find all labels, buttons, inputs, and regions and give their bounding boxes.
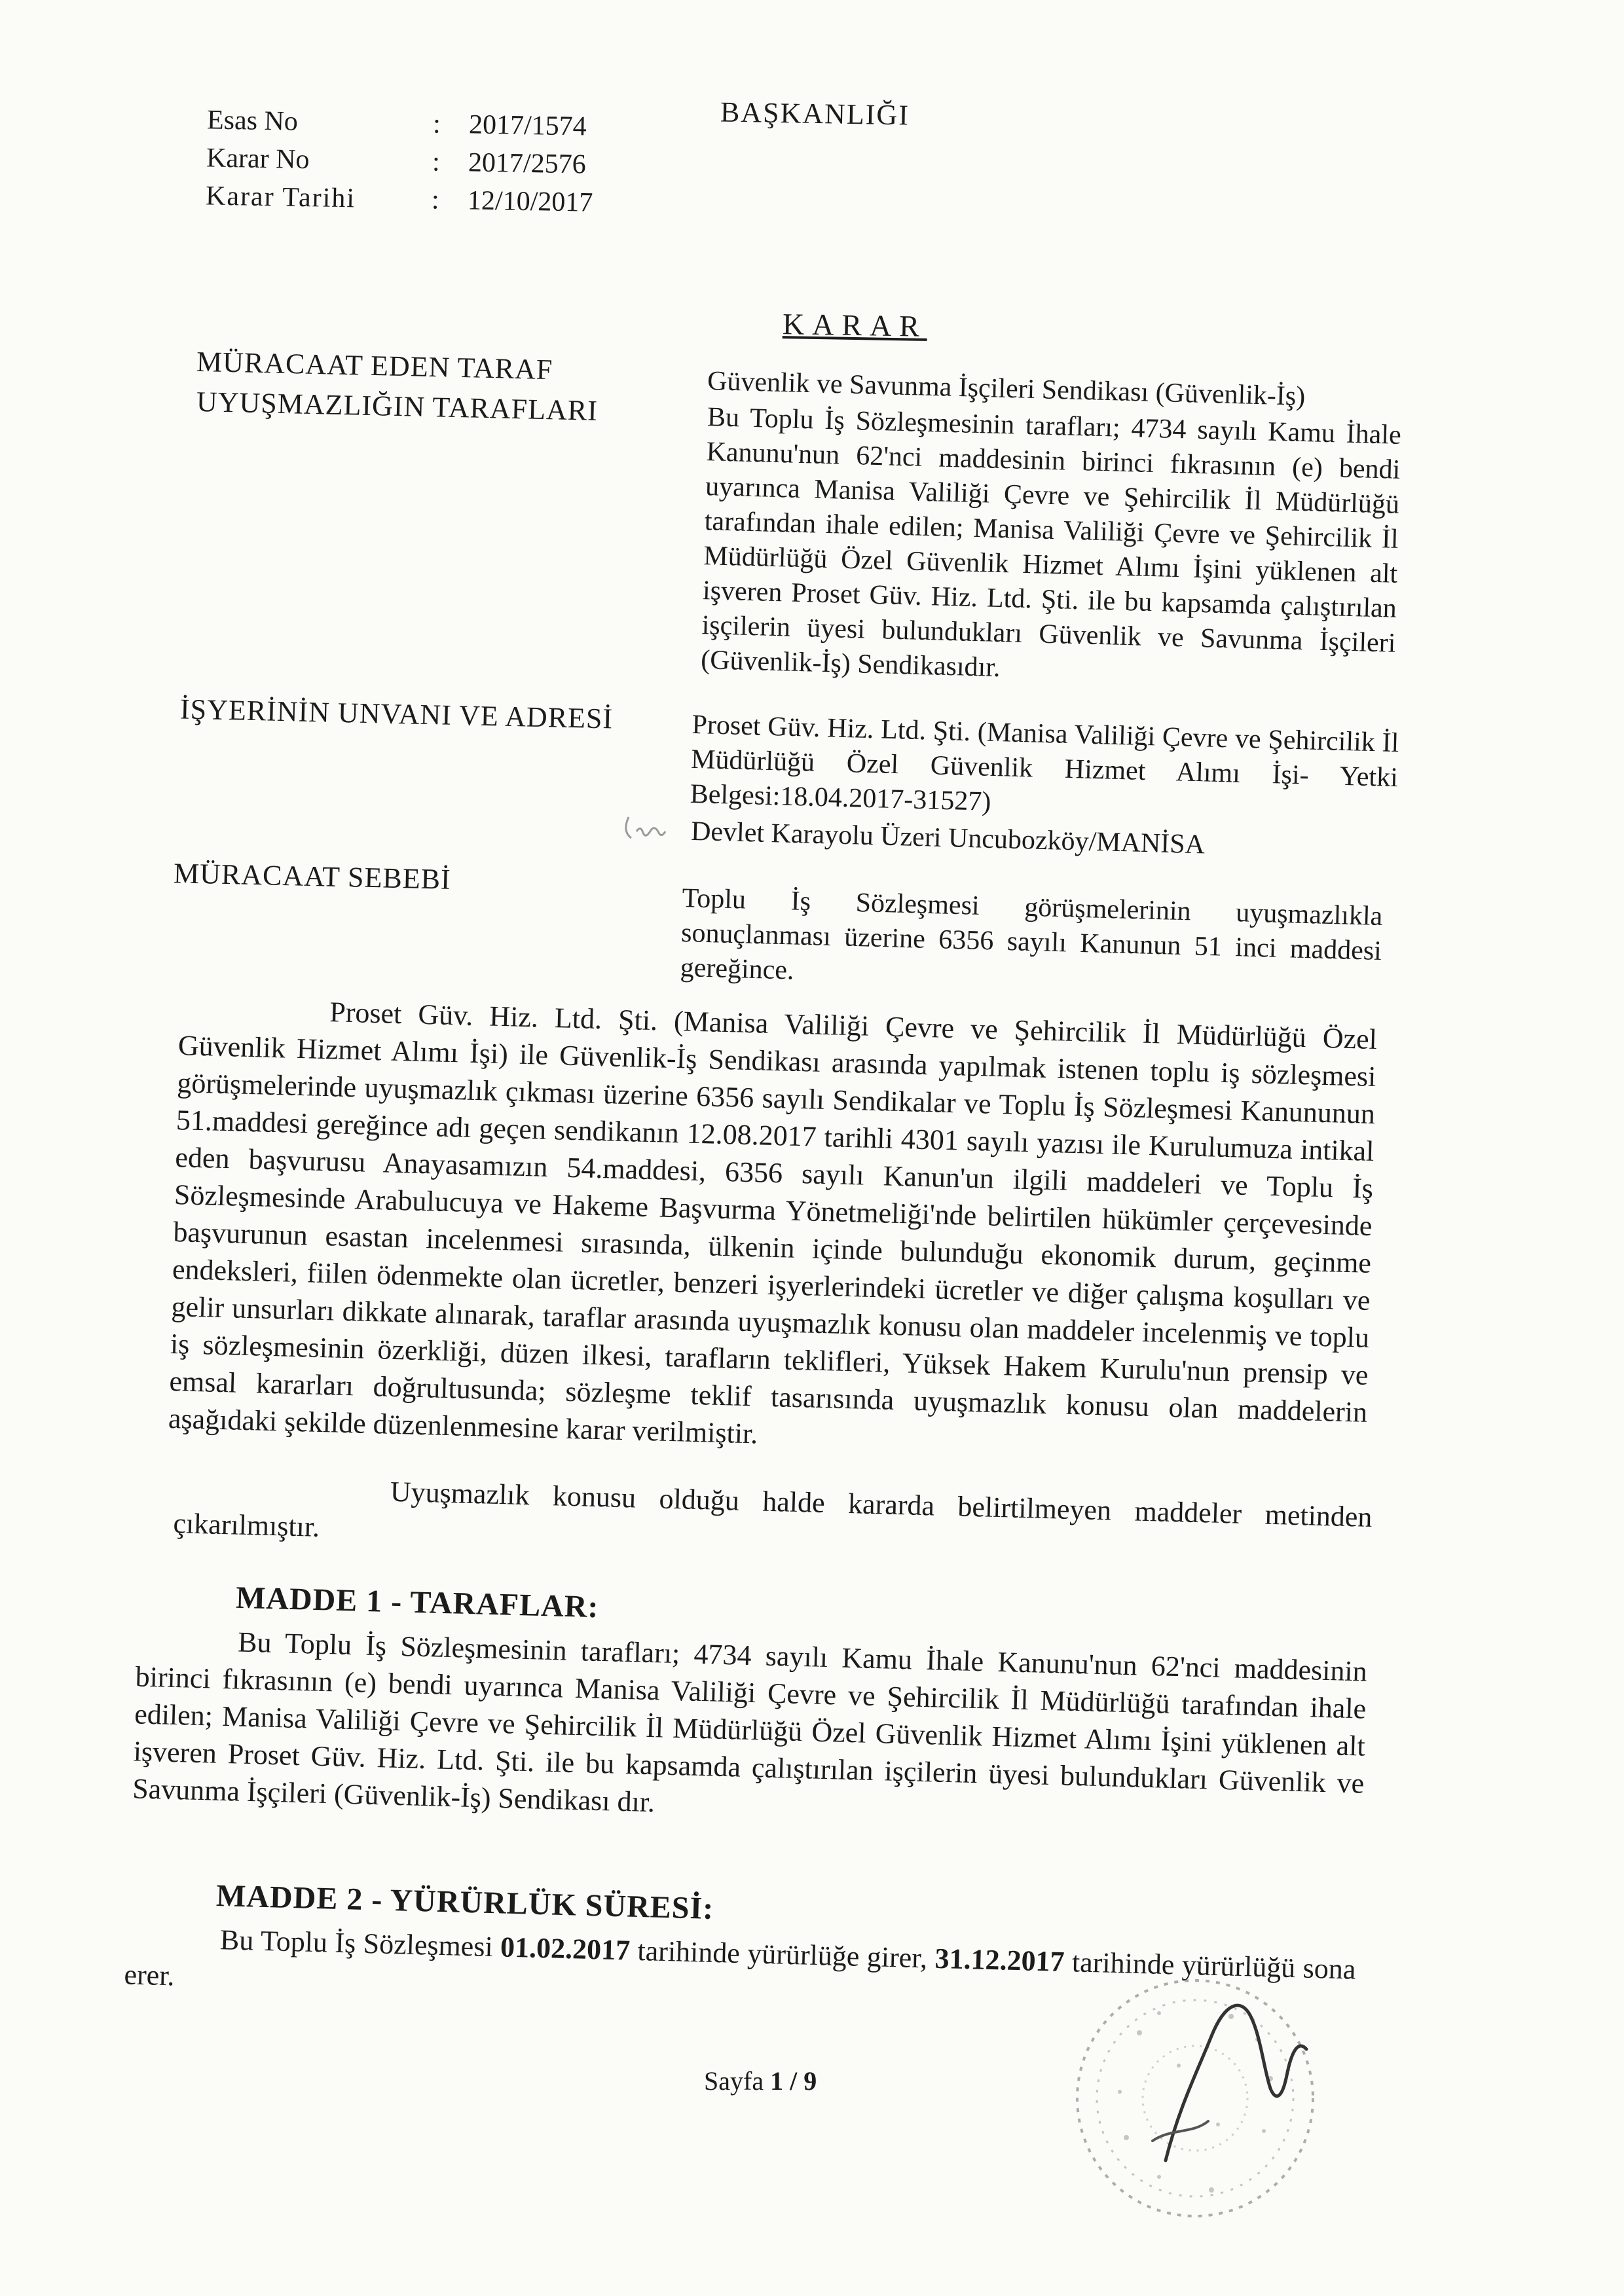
madde-2-text-after: tarihinde yürürlüğü sona erer. [123,1946,1357,1992]
madde-1-text: Bu Toplu İş Sözleşmesinin tarafları; 4734 sayılı Kamu İhale Kanunu'nun 62'nci maddesinin birinci fıkrasının (e) bendi uyarınca Manisa Valiliği Çevre ve Şehircilik İl Müdürlüğü tarafından ihale edilen; Manisa Valiliği Çevre ve Şehircilik İl Müdürlüğü Özel Güvenlik Hizmet Alımı İşini yüklenen alt işveren Proset Güv. Hiz. Ltd. Şti. ile bu kapsamda çalıştırılan işçilerin üyesi bulundukları Güvenlik ve Savunma İşçileri (Güvenlik-İş) Sendikası dır. [132,1626,1368,1819]
reason-label: MÜRACAAT SEBEBİ [173,857,452,896]
madde-1-heading: MADDE 1 - TARAFLAR: [235,1580,600,1625]
esas-separator: : [432,109,441,139]
applicant-label: MÜRACAAT EDEN TARAF [196,345,553,386]
madde-2-text-before: Bu Toplu İş Sözleşmesi [219,1923,494,1963]
page-label: Sayfa [704,2066,764,2096]
page-separator: / [790,2066,798,2096]
applicant-value: Güvenlik ve Savunma İşçileri Sendikası (Güvenlik-İş) [707,366,1306,412]
body-paragraph-1: Proset Güv. Hiz. Ltd. Şti. (Manisa Valiliği Çevre ve Şehircilik İl Müdürlüğü Özel Güvenlik Hizmet Alımı İşi) ile Güvenlik-İş Sendikası arasında yapılmak istenen toplu iş sözleşmesi görüşmelerinde uyuşmazlık çıkması üzerine 6356 sayılı Sendikalar ve Toplu İş Sözleşmesi Kanununun 51.maddesi gereğince adı geçen sendikanın 12.08.2017 tarihli 4301 sayılı yazısı ile Kurulumuza intikal eden başvurusu Anayasamızın 54.maddesi, 6356 sayılı Kanun'un ilgili maddeleri ve Toplu İş Sözleşmesinde Arabulucuya ve Hakeme Başvurma Yönetmeliği'nde belirtilen hükümler çerçevesinde başvurunun esastan incelenmesi sırasında, ülkenin içinde bulunduğu ekonomik durum, geçinme endeksleri, fiilen ödenmekte olan ücretler, benzeri işyerlerindeki ücretler ve diğer çalışma koşulları ve gelir unsurları dikkate alınarak, taraflar arasında uyuşmazlık konusu olan maddeler incelenmiş ve toplu iş sözleşmesinin özerkliği, düzen ilkesi, tarafların teklifleri, Yüksek Hakem Kurulu'nun prensip ve emsal kararları doğrultusunda; sözleşme teklif tasarısında uyuşmazlık konusu olan maddelerin aşağıdaki şekilde düzenlenmesine karar verilmiştir. [168,996,1378,1450]
office-name: BAŞKANLIĞI [720,96,910,132]
workplace-value: Proset Güv. Hiz. Ltd. Şti. (Manisa Valiliği Çevre ve Şehircilik İl Müdürlüğü Özel Güvenlik Hizmet Alımı İşi- Yetki Belgesi:18.04.2017-31527) [690,709,1399,817]
tarih-label: Karar Tarihi [205,181,356,214]
page-current: 1 [770,2066,784,2096]
workplace-address: Devlet Karayolu Üzeri Uncubozköy/MANİSA [690,816,1206,860]
tarih-value: 12/10/2017 [467,185,593,218]
karar-label: Karar No [206,143,310,175]
page-total: 9 [803,2066,817,2096]
esas-value: 2017/1574 [468,109,587,142]
body-paragraph-2: Uyuşmazlık konusu olduğu halde kararda belirtilmeyen maddeler metinden çıkarılmıştır. [172,1475,1373,1543]
reason-value: Toplu İş Sözleşmesi görüşmelerinin uyuşmazlıkla sonuçlanması üzerine 6356 sayılı Kanunun 51 inci maddesi gereğince. [680,883,1383,986]
tarih-separator: : [431,185,440,215]
esas-label: Esas No [206,105,299,137]
karar-separator: : [432,147,441,177]
signature [1126,1977,1342,2174]
madde-2-start-date: 01.02.2017 [500,1931,631,1967]
handwritten-mark [622,812,681,845]
madde-2-end-date: 31.12.2017 [934,1942,1065,1978]
parties-label: UYUŞMAZLIĞIN TARAFLARI [196,386,599,427]
case-meta [205,101,626,226]
workplace-label: İŞYERİNİN UNVANI VE ADRESİ [179,693,614,735]
madde-2-heading: MADDE 2 - YÜRÜRLÜK SÜRESİ: [215,1878,714,1926]
page-number [704,2066,817,2096]
karar-value: 2017/2576 [468,147,587,180]
parties-value: Bu Toplu İş Sözleşmesinin tarafları; 4734 sayılı Kamu İhale Kanunu'nun 62'nci maddesinin birinci fıkrasının (e) bendi uyarınca Manisa Valiliği Çevre ve Şehircilik İl Müdürlüğü tarafından ihale edilen; Manisa Valiliği Çevre ve Şehircilik İl Müdürlüğü Özel Güvenlik Hizmet Alımı İşini yüklenen alt işveren Proset Güv. Hiz. Ltd. Şti. ile bu kapsamda çalıştırılan işçilerin üyesi bulundukları Güvenlik ve Savunma İşçileri (Güvenlik-İş) Sendikasıdır. [700,402,1402,683]
page-title: KARAR [782,307,928,343]
madde-2-text-middle: tarihinde yürürlüğe girer, [637,1934,928,1975]
